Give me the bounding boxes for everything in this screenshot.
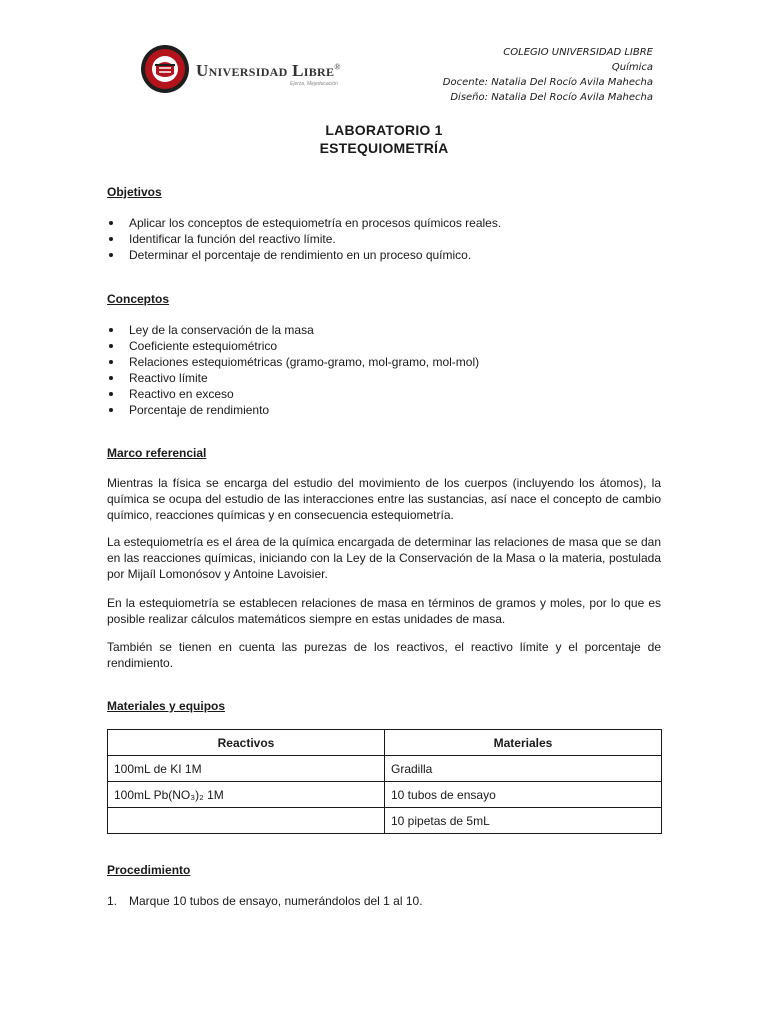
- list-item-text: Coeficiente estequiométrico: [129, 339, 278, 353]
- table-row: [108, 782, 662, 808]
- materials-table: [107, 729, 662, 834]
- column-header-materiales: Materiales: [385, 730, 662, 756]
- list-item: [107, 386, 479, 402]
- marco-paragraph-2: La estequiometría es el área de la química encargada de determinar las relaciones de masa que se dan en las reacciones químicas, iniciando con la Ley de la Conservación de la Masa o la materia, postulada por Mijaíl Lomonósov y Antoine Lavoisier.: [107, 535, 661, 581]
- brand-tagline: Ejerza, Mejeducación: [290, 81, 338, 87]
- table-cell: 10 tubos de ensayo: [385, 782, 662, 808]
- step-number: 1.: [107, 894, 118, 908]
- list-item: [107, 402, 479, 418]
- list-item-text: Identificar la función del reactivo límite.: [129, 232, 336, 246]
- list-item-text: Reactivo en exceso: [129, 387, 234, 401]
- bullet-icon: [109, 344, 113, 348]
- university-logo: [140, 44, 360, 100]
- bullet-icon: [109, 221, 113, 225]
- list-item-text: Porcentaje de rendimiento: [129, 403, 270, 417]
- bullet-icon: [109, 360, 113, 364]
- registered-mark: ®: [334, 62, 341, 72]
- marco-paragraph-3: En la estequiometría se establecen relaciones de masa en términos de gramos y moles, por lo que es posible realizar cálculos matemáticos siempre en estas unidades de masa.: [107, 596, 661, 626]
- column-header-reactivos: Reactivos: [108, 730, 385, 756]
- conceptos-heading: Conceptos: [107, 292, 170, 306]
- list-item-text: Reactivo límite: [129, 371, 208, 385]
- procedure-step: [107, 893, 423, 909]
- bullet-icon: [109, 392, 113, 396]
- bullet-icon: [109, 237, 113, 241]
- list-item: [107, 247, 501, 263]
- title-line-2: ESTEQUIOMETRÍA: [319, 140, 449, 156]
- list-item-text: Ley de la conservación de la masa: [129, 323, 314, 337]
- designer: Diseño: Natalia Del Rocío Avila Mahecha: [450, 92, 653, 103]
- bullet-icon: [109, 408, 113, 412]
- title-line-1: LABORATORIO 1: [325, 122, 443, 138]
- marco-paragraph-4: También se tienen en cuenta las purezas de los reactivos, el reactivo límite y el porcentaje de rendimiento.: [107, 640, 661, 670]
- list-item: [107, 231, 501, 247]
- table-cell: 10 pipetas de 5mL: [385, 808, 662, 834]
- bullet-icon: [109, 328, 113, 332]
- list-item: [107, 338, 479, 354]
- page-title: [0, 121, 768, 157]
- table-cell: [108, 808, 385, 834]
- marco-paragraph-1: Mientras la física se encarga del estudio del movimiento de los cuerpos (incluyendo los átomos), la química se ocupa del estudio de las interacciones entre las sustancias, así nace el concepto de cambio químico, reacciones químicas y en consecuencia estequiometría.: [107, 476, 661, 522]
- marco-heading: Marco referencial: [107, 446, 207, 460]
- list-item: [107, 215, 501, 231]
- table-cell: Gradilla: [385, 756, 662, 782]
- header-info: [443, 45, 653, 105]
- table-header-row: [108, 730, 662, 756]
- procedimiento-heading: Procedimiento: [107, 863, 191, 877]
- bullet-icon: [109, 376, 113, 380]
- step-text: Marque 10 tubos de ensayo, numerándolos del 1 al 10.: [129, 894, 423, 908]
- list-item-text: Aplicar los conceptos de estequiometría en procesos químicos reales.: [129, 216, 502, 230]
- list-item-text: Relaciones estequiométricas (gramo-gramo, mol-gramo, mol-mol): [129, 355, 480, 369]
- list-item: [107, 370, 479, 386]
- materiales-heading: Materiales y equipos: [107, 699, 226, 713]
- brand-name: Universidad Libre®: [196, 61, 341, 80]
- table-row: [108, 808, 662, 834]
- list-item: [107, 354, 479, 370]
- list-item: [107, 322, 479, 338]
- bullet-icon: [109, 253, 113, 257]
- subject: Química: [611, 62, 653, 73]
- objetivos-list: [107, 215, 501, 263]
- school-name: COLEGIO UNIVERSIDAD LIBRE: [503, 47, 653, 58]
- teacher: Docente: Natalia Del Rocío Avila Mahecha: [442, 77, 653, 88]
- table-row: [108, 756, 662, 782]
- list-item-text: Determinar el porcentaje de rendimiento en un proceso químico.: [129, 248, 472, 262]
- table-cell: 100mL de KI 1M: [108, 756, 385, 782]
- table-cell: 100mL Pb(NO₃)₂ 1M: [108, 782, 385, 808]
- conceptos-list: [107, 322, 479, 418]
- university-seal-icon: [140, 44, 190, 94]
- objetivos-heading: Objetivos: [107, 185, 162, 199]
